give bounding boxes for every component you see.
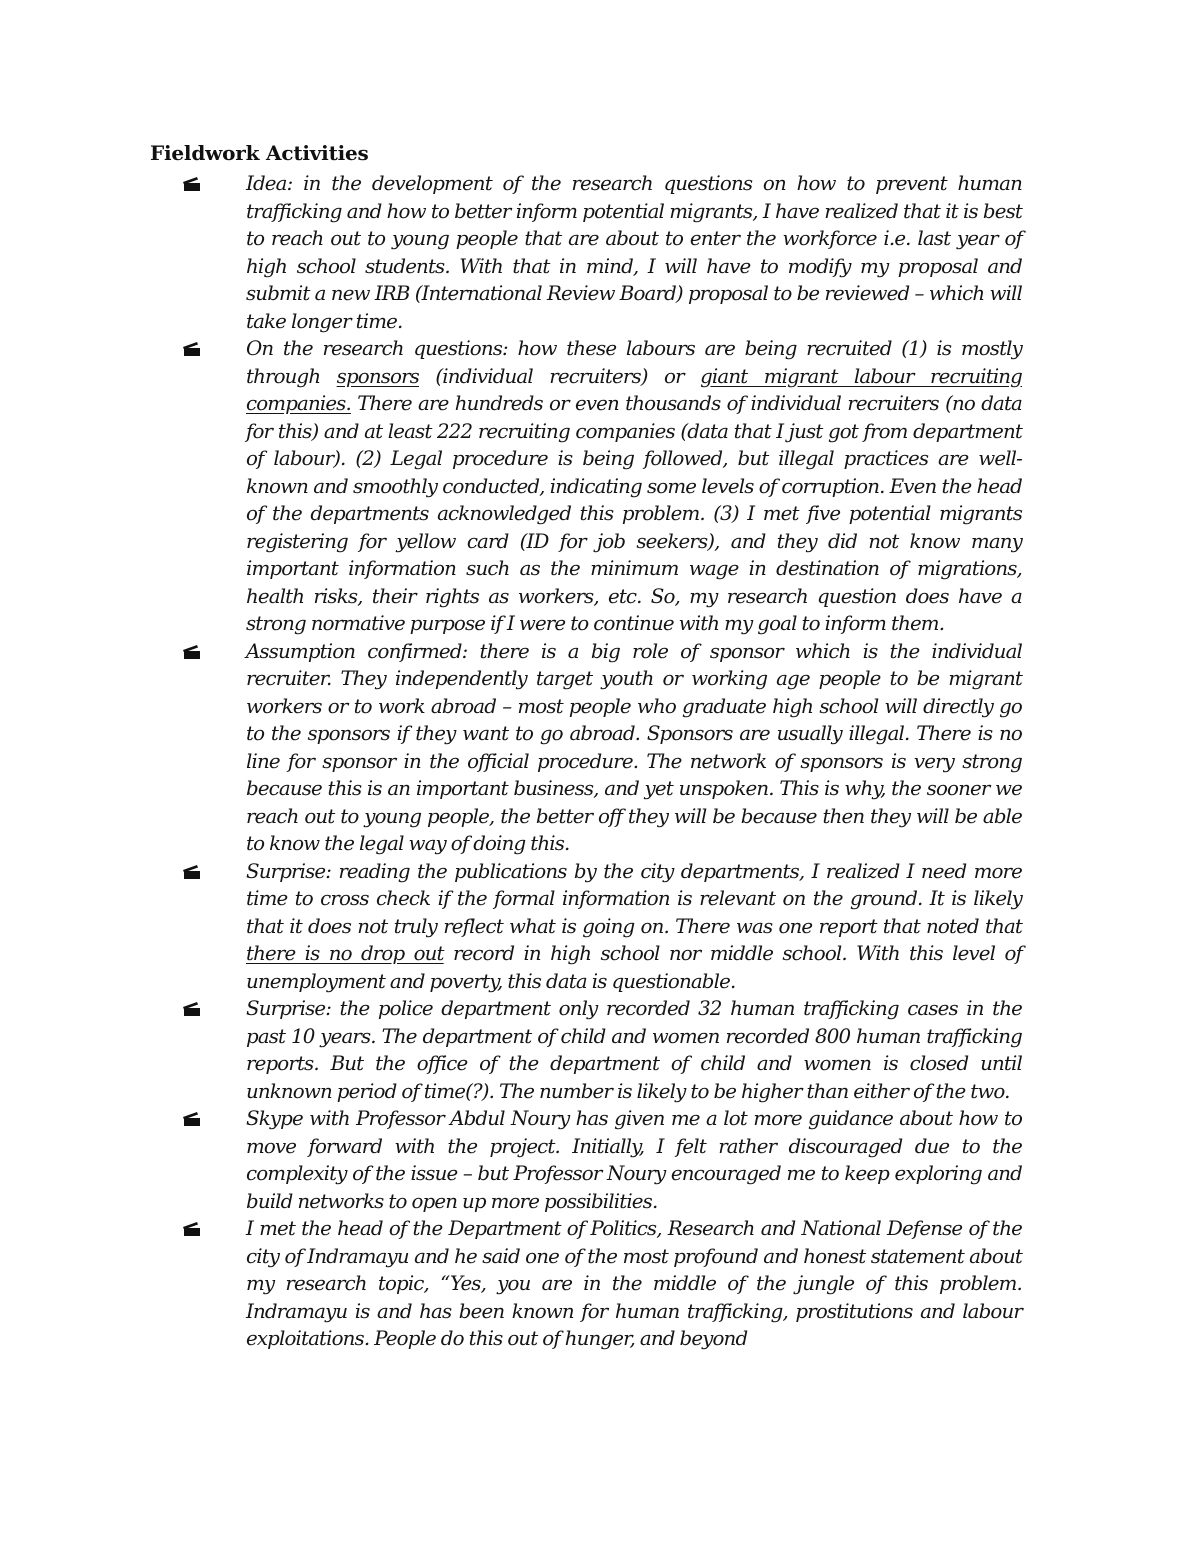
list-item (0, 170, 1200, 335)
list-item (0, 995, 1200, 1105)
text-segment: There are hundreds or even thousands of individual recruiters (no data for this) and at least 222 recruiting companies (data that I just got from department of labour). (2) Legal procedure is being followed, but illegal practices are well-known and smoothly conducted, indicating some levels of corruption. Even the head of the departments acknowledged this problem. (3) I met five potential migrants registering for yellow card (ID for job seekers), and they did not know many important information such as the minimum wage in destination of migrations, health risks, their rights as workers, etc. So, my research question does have a strong normative purpose if I were to continue with my goal to inform them. (246, 392, 1022, 635)
text-segment: On the research questions: how these labours are being recruited (1) is mostly through (246, 337, 1022, 388)
clapperboard-icon (182, 864, 202, 880)
underlined-dropout: there is no drop out (246, 942, 444, 965)
clapperboard-icon (182, 1111, 202, 1127)
list-item-text: Surprise: the police department only recorded 32 human trafficking cases in the past 10 years. The department of child and women recorded 800 human trafficking reports. But the office of the department of child and women is closed until unknown period of time(?). The number is likely to be higher than either of the two. (246, 997, 1022, 1103)
list-item-text: Assumption confirmed: there is a big role of sponsor which is the individual recruiter. They independently target youth or working age people to be migrant workers or to work abroad – most people who graduate high school will directly go to the sponsors if they want to go abroad. Sponsors are usually illegal. There is no line for sponsor in the official procedure. The network of sponsors is very strong because this is an important business, and yet unspoken. This is why, the sooner we reach out to young people, the better off they will be because then they will be able to know the legal way of doing this. (246, 639, 1022, 855)
clapperboard-icon (182, 176, 202, 192)
text-segment: record in high school nor middle school. With this level of unemployment and poverty, this data is questionable. (246, 942, 1022, 993)
clapperboard-icon (182, 1001, 202, 1017)
clapperboard-icon (182, 644, 202, 660)
list-item (0, 335, 1200, 638)
underlined-sponsors: sponsors (336, 364, 419, 388)
list-item-text (246, 858, 1022, 996)
underlined-companies: giant migrant labour recruiting companies. (246, 364, 1022, 415)
list-item (0, 1105, 1200, 1215)
list-item (0, 638, 1200, 858)
section-heading: Fieldwork Activities (150, 141, 369, 165)
text-segment: Surprise: reading the publications by the city departments, I realized I need more time to cross check if the formal information is relevant on the ground. It is likely that it does not truly reflect what is going on. There was one report that noted that (246, 859, 1022, 938)
fieldwork-list (0, 170, 1200, 1353)
list-item (0, 1215, 1200, 1353)
list-item-text: Skype with Professor Abdul Noury has given me a lot more guidance about how to move forward with the project. Initially, I felt rather discouraged due to the complexity of the issue – but Professor Noury encouraged me to keep exploring and build networks to open up more possibilities. (246, 1107, 1022, 1213)
list-item-text: Idea: in the development of the research questions on how to prevent human trafficking and how to better inform potential migrants, I have realized that it is best to reach out to young people that are about to enter the workforce i.e. last year of high school students. With that in mind, I will have to modify my proposal and submit a new IRB (International Review Board) proposal to be reviewed – which will take longer time. (246, 172, 1022, 333)
list-item-text (246, 335, 1022, 638)
list-item (0, 858, 1200, 996)
clapperboard-icon (182, 341, 202, 357)
list-item-text: I met the head of the Department of Politics, Research and National Defense of the city of Indramayu and he said one of the most profound and honest statement about my research topic, “Yes, you are in the middle of the jungle of this problem. Indramayu is and has been known for human trafficking, prostitutions and labour exploitations. People do this out of hunger, and beyond (246, 1217, 1022, 1350)
text-segment: (individual recruiters) or (419, 364, 701, 388)
clapperboard-icon (182, 1221, 202, 1237)
